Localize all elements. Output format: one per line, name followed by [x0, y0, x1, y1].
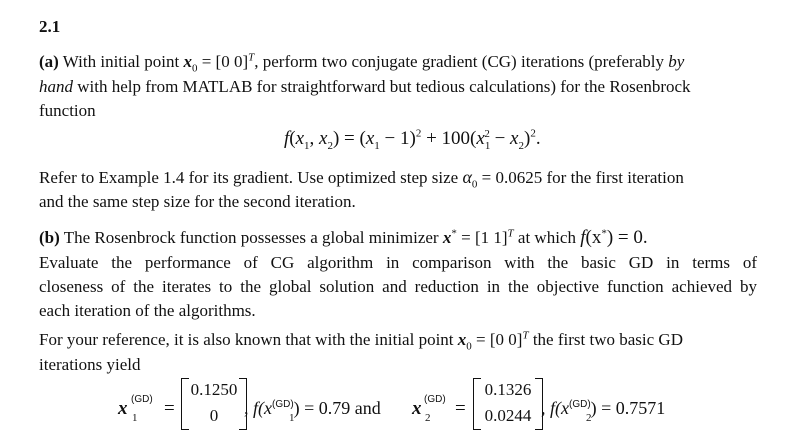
part-a-line-1 — [39, 51, 759, 73]
reference-line-1 — [39, 329, 683, 351]
star-sup: * — [451, 227, 457, 240]
eq-f: f — [284, 128, 290, 149]
f1-pre: , f(x — [244, 398, 272, 418]
part-a-label: (a) — [39, 52, 59, 71]
refer-text: Refer to Example 1.4 for its gradient. Use optimized step size — [39, 168, 459, 187]
f1-expression — [244, 398, 381, 419]
xstar-symbol: x — [442, 228, 452, 247]
x0-value: = [0 0] — [201, 52, 249, 71]
x1-symbol: x — [118, 398, 128, 419]
x0-value: = [0 0] — [476, 330, 523, 349]
part-a-hand: hand — [39, 77, 73, 96]
ref-text-2: the first two basic GD — [532, 330, 683, 349]
f-symbol: f — [580, 227, 586, 248]
xstar-value: = [1 1] — [461, 228, 508, 247]
x0-symbol: x — [457, 330, 467, 349]
x1-top: 0.1250 — [190, 380, 238, 399]
eq-sup: 2 — [484, 127, 490, 140]
eq-period: . — [535, 128, 541, 149]
x2-bottom: 0.0244 — [484, 406, 532, 425]
f2-gd-sup: (GD) — [568, 399, 591, 410]
x2-equals: = — [455, 398, 466, 419]
x0-symbol: x — [183, 52, 192, 71]
ref-text: For your reference, it is also known that with the initial point — [39, 330, 454, 349]
part-a-line-2 — [39, 76, 691, 98]
x1-gd-label — [118, 398, 128, 420]
x1-equals: = — [164, 398, 175, 419]
part-a-line-3: function — [39, 101, 96, 120]
alpha-symbol: α — [462, 167, 472, 187]
alpha-subscript: 0 — [471, 178, 478, 191]
x2-symbol: x — [412, 398, 422, 419]
refer-line-1 — [39, 166, 684, 189]
part-a-text-4: with help from MATLAB for straightforward but tedious calculations) for the Rosenbrock — [77, 77, 691, 96]
refer-text-2: = 0.0625 for the first iteration — [481, 168, 684, 187]
transpose-sup: T — [507, 227, 514, 240]
part-a-text-2: , perform two conjugate gradient (CG) iterations (preferably — [254, 52, 664, 71]
x1-sub: 1 — [132, 412, 138, 424]
part-b-line-1 — [39, 227, 648, 249]
eq-sup: 2 — [415, 127, 422, 140]
f1-sub: 1 — [289, 412, 295, 424]
part-b-line-3: closeness of the iterates to the global solution and reduction in the objective function achieved by — [39, 277, 757, 296]
f1-gd-sup: (GD) — [271, 399, 294, 410]
x0-subscript: 0 — [191, 62, 198, 75]
f-arg: (x — [585, 227, 602, 248]
x2-sub: 2 — [425, 412, 431, 424]
f2-sub: 2 — [586, 412, 592, 424]
x1-gd-sup: (GD) — [131, 394, 153, 405]
x2-gd-sup: (GD) — [424, 394, 446, 405]
star-sup: * — [601, 227, 607, 240]
transpose-sup: T — [522, 329, 529, 342]
eq-sub: 1 — [374, 139, 380, 152]
rosenbrock-equation: $f(x_1$, $x_2) = (x_1 - 1)^2 + 100(x_1^2 - x_2)^2$. — [284, 127, 541, 152]
x0-subscript: 0 — [466, 340, 472, 353]
part-b-line-2: Evaluate the performance of CG algorithm in comparison with the basic GD in terms of — [39, 253, 757, 272]
x2-gd-label — [412, 398, 422, 420]
f1-post: ) = 0.79 and — [293, 398, 381, 418]
f2-expression — [541, 398, 665, 419]
eq-sub: 2 — [518, 139, 524, 152]
x1-bottom: 0 — [209, 406, 219, 425]
eq-sup: 2 — [530, 127, 536, 140]
part-b-text-2: at which — [517, 228, 576, 247]
part-a-text: With initial point — [62, 52, 180, 71]
eq-sub: 1 — [304, 139, 310, 152]
part-b-line-4: each iteration of the algorithms. — [39, 301, 256, 320]
f2-post: ) = 0.7571 — [590, 398, 666, 418]
transpose-sup: T — [248, 51, 255, 64]
part-b-text: The Rosenbrock function possesses a global minimizer — [63, 228, 439, 247]
section-number: 2.1 — [39, 17, 61, 36]
f2-pre: , f(x — [541, 398, 569, 418]
part-a-text-3: by — [668, 52, 685, 71]
part-b-label: (b) — [39, 228, 60, 247]
f-value: ) = 0. — [606, 227, 648, 248]
eq-sub: 2 — [327, 139, 333, 152]
reference-line-2: iterations yield — [39, 355, 141, 374]
refer-line-2: and the same step size for the second iteration. — [39, 192, 356, 211]
eq-close: ) — [523, 128, 531, 149]
eq-sub: 1 — [484, 139, 491, 152]
x2-top: 0.1326 — [484, 380, 532, 399]
